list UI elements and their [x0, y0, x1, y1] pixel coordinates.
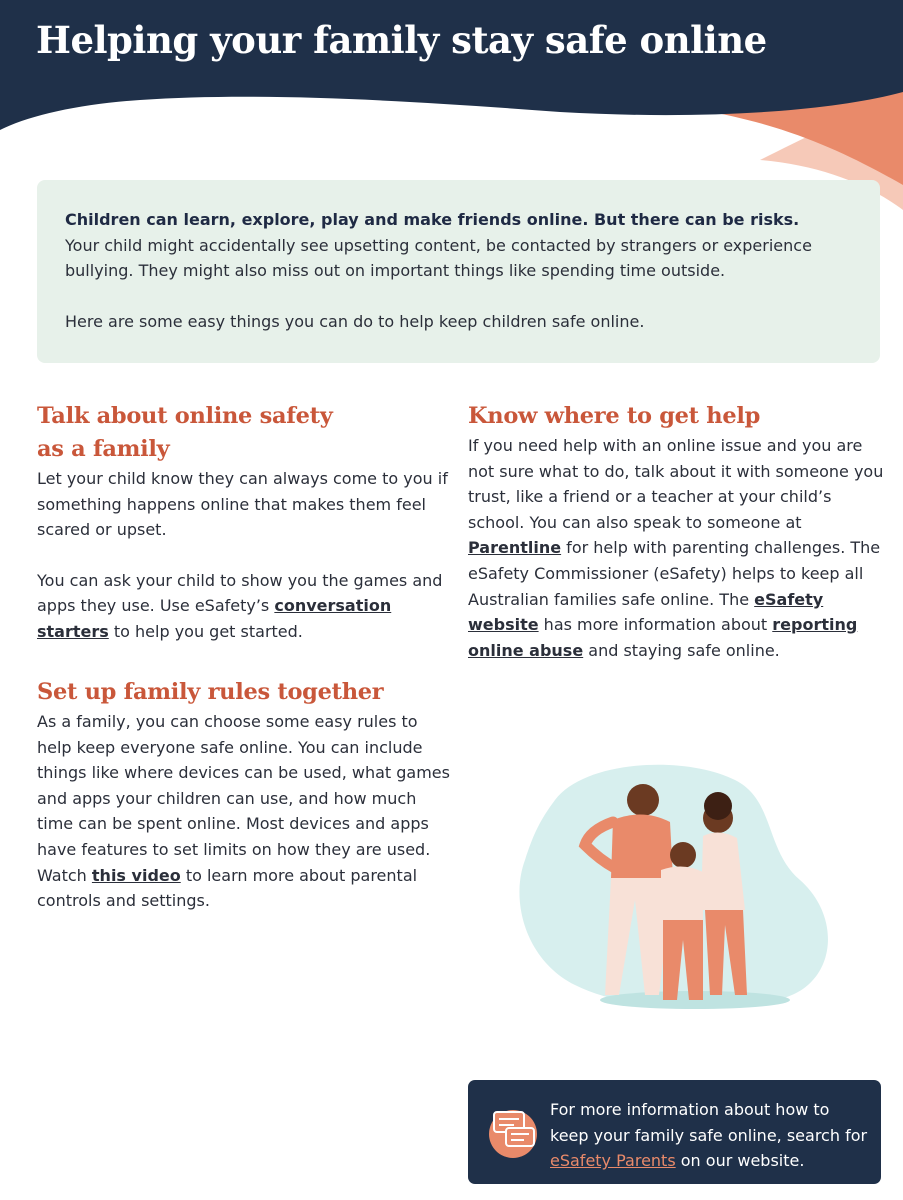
text-span: on our website. [675, 1151, 805, 1171]
text-span: to help you get started. [108, 621, 303, 641]
heading-line: Talk about online safety [37, 403, 333, 429]
intro-paragraph: Here are some easy things you can do to help keep children safe online. [65, 311, 645, 331]
text-span: You can ask your child to show you the games and apps they use. Use eSafety’s [37, 570, 443, 616]
help-section [468, 400, 888, 663]
talk-paragraph [37, 568, 452, 645]
more-info-text [550, 1097, 870, 1174]
heading-line: as a family [37, 436, 170, 462]
text-span: has more information about [538, 615, 773, 635]
text-span: and staying safe online. [583, 640, 780, 660]
chat-bubbles-icon [484, 1100, 542, 1160]
reporting-online-abuse-link[interactable]: reporting online abuse [468, 615, 858, 660]
this-video-link[interactable]: this video [91, 865, 181, 885]
esafety-website-link[interactable]: eSafety website [468, 589, 824, 635]
section-heading: Set up family rules together [37, 679, 384, 705]
conversation-starters-link[interactable]: conversation starters [37, 596, 392, 641]
page-title: Helping your family stay safe online [36, 18, 767, 62]
talk-paragraph: Let your child know they can always come to you if something happens online that makes them feel scared or upset. [37, 469, 448, 540]
section-heading: Know where to get help [468, 403, 761, 429]
intro-heading: Children can learn, explore, play and make friends online. But there can be risks. [65, 210, 800, 229]
parentline-link[interactable]: Parentline [468, 538, 562, 558]
talk-section [37, 400, 452, 645]
text-span: As a family, you can choose some easy rules to help keep everyone safe online. You can include things like where devices can be used, what games and apps your children can use, and how much time can be spent online. Most devices and apps have features to set limits on how they are used. Watch [37, 712, 450, 885]
more-info-box [468, 1080, 881, 1184]
help-paragraph [468, 433, 888, 663]
intro-box [37, 180, 880, 363]
text-span: If you need help with an online issue and you are not sure what to do, talk about it with someone you trust, like a friend or a teacher at your child’s school. You can also speak to someone at [468, 436, 884, 532]
esafety-parents-link[interactable]: eSafety Parents [550, 1151, 676, 1171]
intro-paragraph: Your child might accidentally see upsetting content, be contacted by strangers or experience bullying. They might also miss out on important things like spending time outside. [65, 235, 812, 280]
family-illustration [515, 760, 845, 1020]
text-span: to learn more about parental controls and settings. [37, 865, 418, 911]
rules-section [37, 676, 457, 914]
text-span: for help with parenting challenges. The eSafety Commissioner (eSafety) helps to keep all Australian families safe online. The [468, 538, 881, 609]
rules-paragraph [37, 709, 457, 914]
section-heading [37, 400, 452, 466]
text-span: For more information about how to keep your family safe online, search for [550, 1100, 868, 1145]
